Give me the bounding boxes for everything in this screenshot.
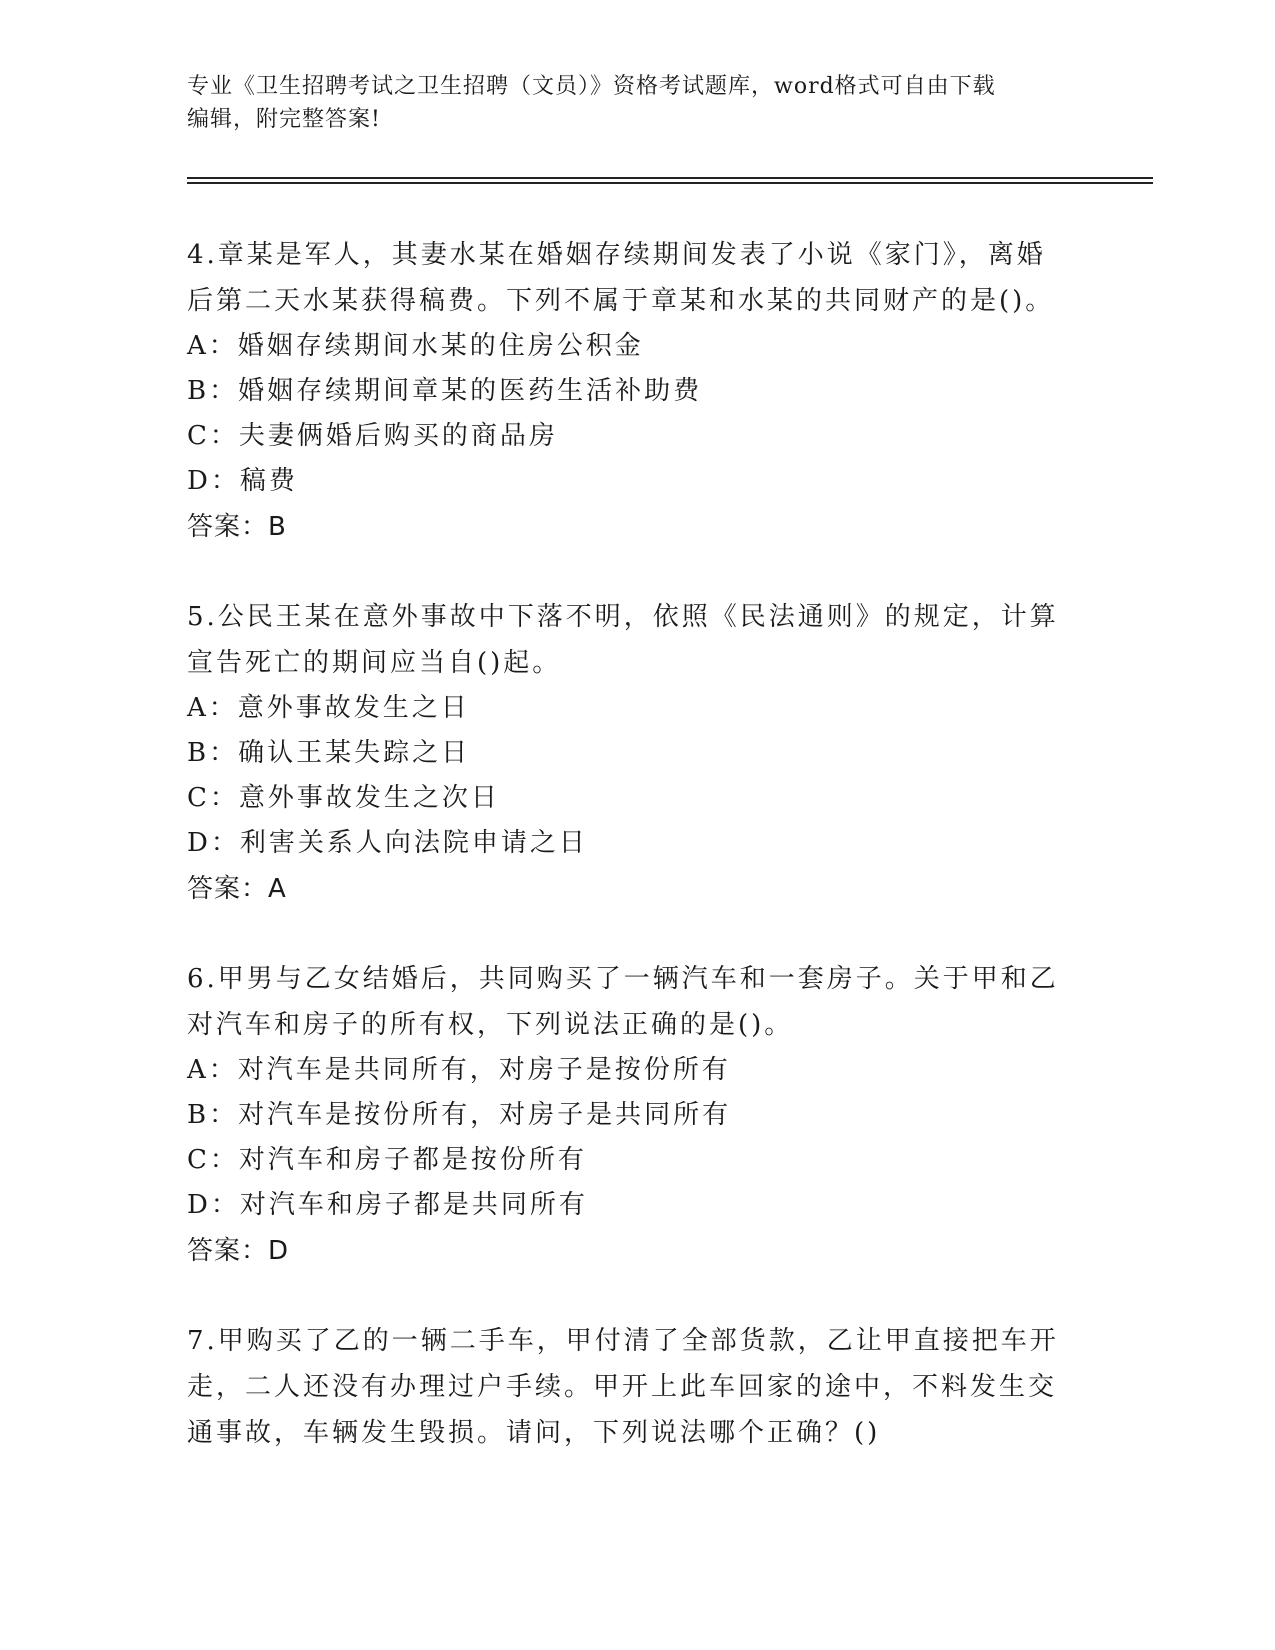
question-line: 6.甲男与乙女结婚后，共同购买了一辆汽车和一套房子。关于甲和乙	[187, 964, 1059, 994]
option-d: D：稿费	[187, 466, 298, 496]
question-5	[187, 594, 1067, 912]
header-line-2: 编辑，附完整答案!	[187, 107, 381, 132]
question-4	[187, 232, 1067, 550]
answer-label: 答案：B	[187, 512, 287, 542]
question-line: 4.章某是军人，其妻水某在婚姻存续期间发表了小说《家门》，离婚	[187, 240, 1046, 270]
option-a: A：意外事故发生之日	[187, 693, 470, 723]
option-b: B：婚姻存续期间章某的医药生活补助费	[187, 376, 703, 406]
option-c: C：对汽车和房子都是按份所有	[187, 1145, 587, 1175]
question-list	[187, 232, 1067, 1500]
question-text	[187, 594, 1067, 686]
answer-label: 答案：A	[187, 874, 287, 904]
question-7	[187, 1318, 1067, 1456]
question-line: 走，二人还没有办理过户手续。甲开上此车回家的途中，不料发生交	[187, 1372, 1058, 1402]
option-b: B：确认王某失踪之日	[187, 738, 471, 768]
option-a: A：对汽车是共同所有，对房子是按份所有	[187, 1055, 731, 1085]
question-text	[187, 1318, 1067, 1456]
question-line: 宣告死亡的期间应当自()起。	[187, 648, 562, 678]
option-d: D：利害关系人向法院申请之日	[187, 828, 588, 858]
header-divider-bottom	[187, 182, 1153, 184]
question-line: 7.甲购买了乙的一辆二手车，甲付清了全部货款，乙让甲直接把车开	[187, 1326, 1059, 1356]
header-line-1: 专业《卫生招聘考试之卫生招聘（文员）》资格考试题库，word格式可自由下载	[187, 74, 996, 99]
question-text	[187, 232, 1067, 324]
question-text	[187, 956, 1067, 1048]
option-b: B：对汽车是按份所有，对房子是共同所有	[187, 1100, 732, 1130]
question-6	[187, 956, 1067, 1274]
document-header	[187, 70, 1067, 136]
option-a: A：婚姻存续期间水某的住房公积金	[187, 331, 644, 361]
answer-label: 答案：D	[187, 1236, 290, 1266]
question-line: 5.公民王某在意外事故中下落不明，依照《民法通则》的规定，计算	[187, 602, 1059, 632]
question-line: 对汽车和房子的所有权，下列说法正确的是()。	[187, 1010, 794, 1040]
header-divider-top	[187, 177, 1153, 179]
question-line: 后第二天水某获得稿费。下列不属于章某和水某的共同财产的是()。	[187, 286, 1055, 316]
option-c: C：夫妻俩婚后购买的商品房	[187, 421, 558, 451]
option-d: D：对汽车和房子都是共同所有	[187, 1190, 588, 1220]
question-line: 通事故，车辆发生毁损。请问，下列说法哪个正确？()	[187, 1418, 881, 1448]
option-c: C：意外事故发生之次日	[187, 783, 500, 813]
